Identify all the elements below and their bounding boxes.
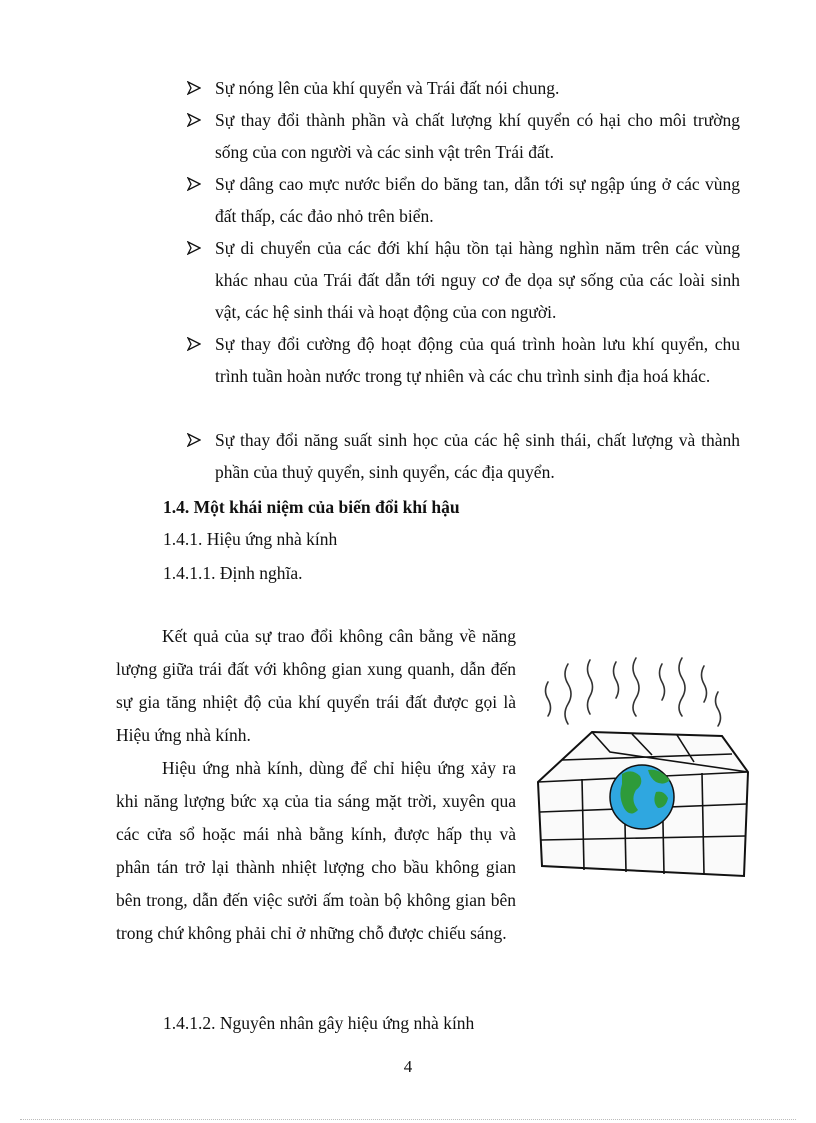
bullet-item xyxy=(187,328,740,392)
arrow-bullet-icon xyxy=(187,113,201,127)
bullet-item xyxy=(187,104,740,168)
bullet-text: Sự thay đổi cường độ hoạt động của quá trình hoàn lưu khí quyển, chu trình tuần hoàn nước trong tự nhiên và các chu trình sinh địa hoá khác. xyxy=(215,334,740,386)
subsection-heading: 1.4.1. Hiệu ứng nhà kính xyxy=(163,529,338,549)
heat-wave-icon xyxy=(546,658,721,726)
subsubsection-heading: 1.4.1.1. Định nghĩa. xyxy=(163,563,303,583)
subsubsection-heading: 1.4.1.2. Nguyên nhân gây hiệu ứng nhà kính xyxy=(163,1013,475,1033)
arrow-bullet-icon xyxy=(187,337,201,351)
arrow-bullet-icon xyxy=(187,81,201,95)
arrow-bullet-icon xyxy=(187,433,201,447)
bullet-text: Sự di chuyển của các đới khí hậu tồn tại hàng nghìn năm trên các vùng khác nhau của Trái đất dẫn tới nguy cơ đe dọa sự sống của các loài sinh vật, các hệ sinh thái và hoạt động của con người. xyxy=(215,238,740,322)
bullet-text: Sự dâng cao mực nước biển do băng tan, dẫn tới sự ngập úng ở các vùng đất thấp, các đảo nhỏ trên biển. xyxy=(215,174,740,226)
bullet-text: Sự thay đổi thành phần và chất lượng khí quyển có hại cho môi trường sống của con người và các sinh vật trên Trái đất. xyxy=(215,110,740,162)
bullet-item xyxy=(187,168,740,232)
earth-globe-icon xyxy=(610,765,674,829)
bullet-text: Sự thay đổi năng suất sinh học của các hệ sinh thái, chất lượng và thành phần của thuỷ quyển, sinh quyển, các địa quyển. xyxy=(215,430,740,482)
bullet-item xyxy=(187,424,740,488)
paragraph-explanation: Hiệu ứng nhà kính, dùng để chỉ hiệu ứng xảy ra khi năng lượng bức xạ của tia sáng mặt trời, xuyên qua các cửa sổ hoặc mái nhà bằng kính, được hấp thụ và phân tán trở lại thành nhiệt lượng cho bầu không gian bên trong, dẫn đến việc sưởi ấm toàn bộ không gian bên trong chứ không phải chỉ ở những chỗ được chiếu sáng. xyxy=(116,758,516,943)
arrow-bullet-icon xyxy=(187,177,201,191)
bullet-item xyxy=(187,72,740,104)
greenhouse-earth-illustration xyxy=(532,652,750,878)
bullet-text: Sự nóng lên của khí quyển và Trái đất nói chung. xyxy=(215,78,560,98)
bullet-item xyxy=(187,232,740,328)
arrow-bullet-icon xyxy=(187,241,201,255)
section-heading: 1.4. Một khái niệm của biến đổi khí hậu xyxy=(163,497,460,517)
page-number: 4 xyxy=(403,1057,413,1076)
paragraph-definition: Kết quả của sự trao đổi không cân bằng về năng lượng giữa trái đất với không gian xung quanh, dẫn đến sự gia tăng nhiệt độ của khí quyển trái đất được gọi là Hiệu ứng nhà kính. xyxy=(116,626,516,745)
page-border xyxy=(20,1119,796,1120)
